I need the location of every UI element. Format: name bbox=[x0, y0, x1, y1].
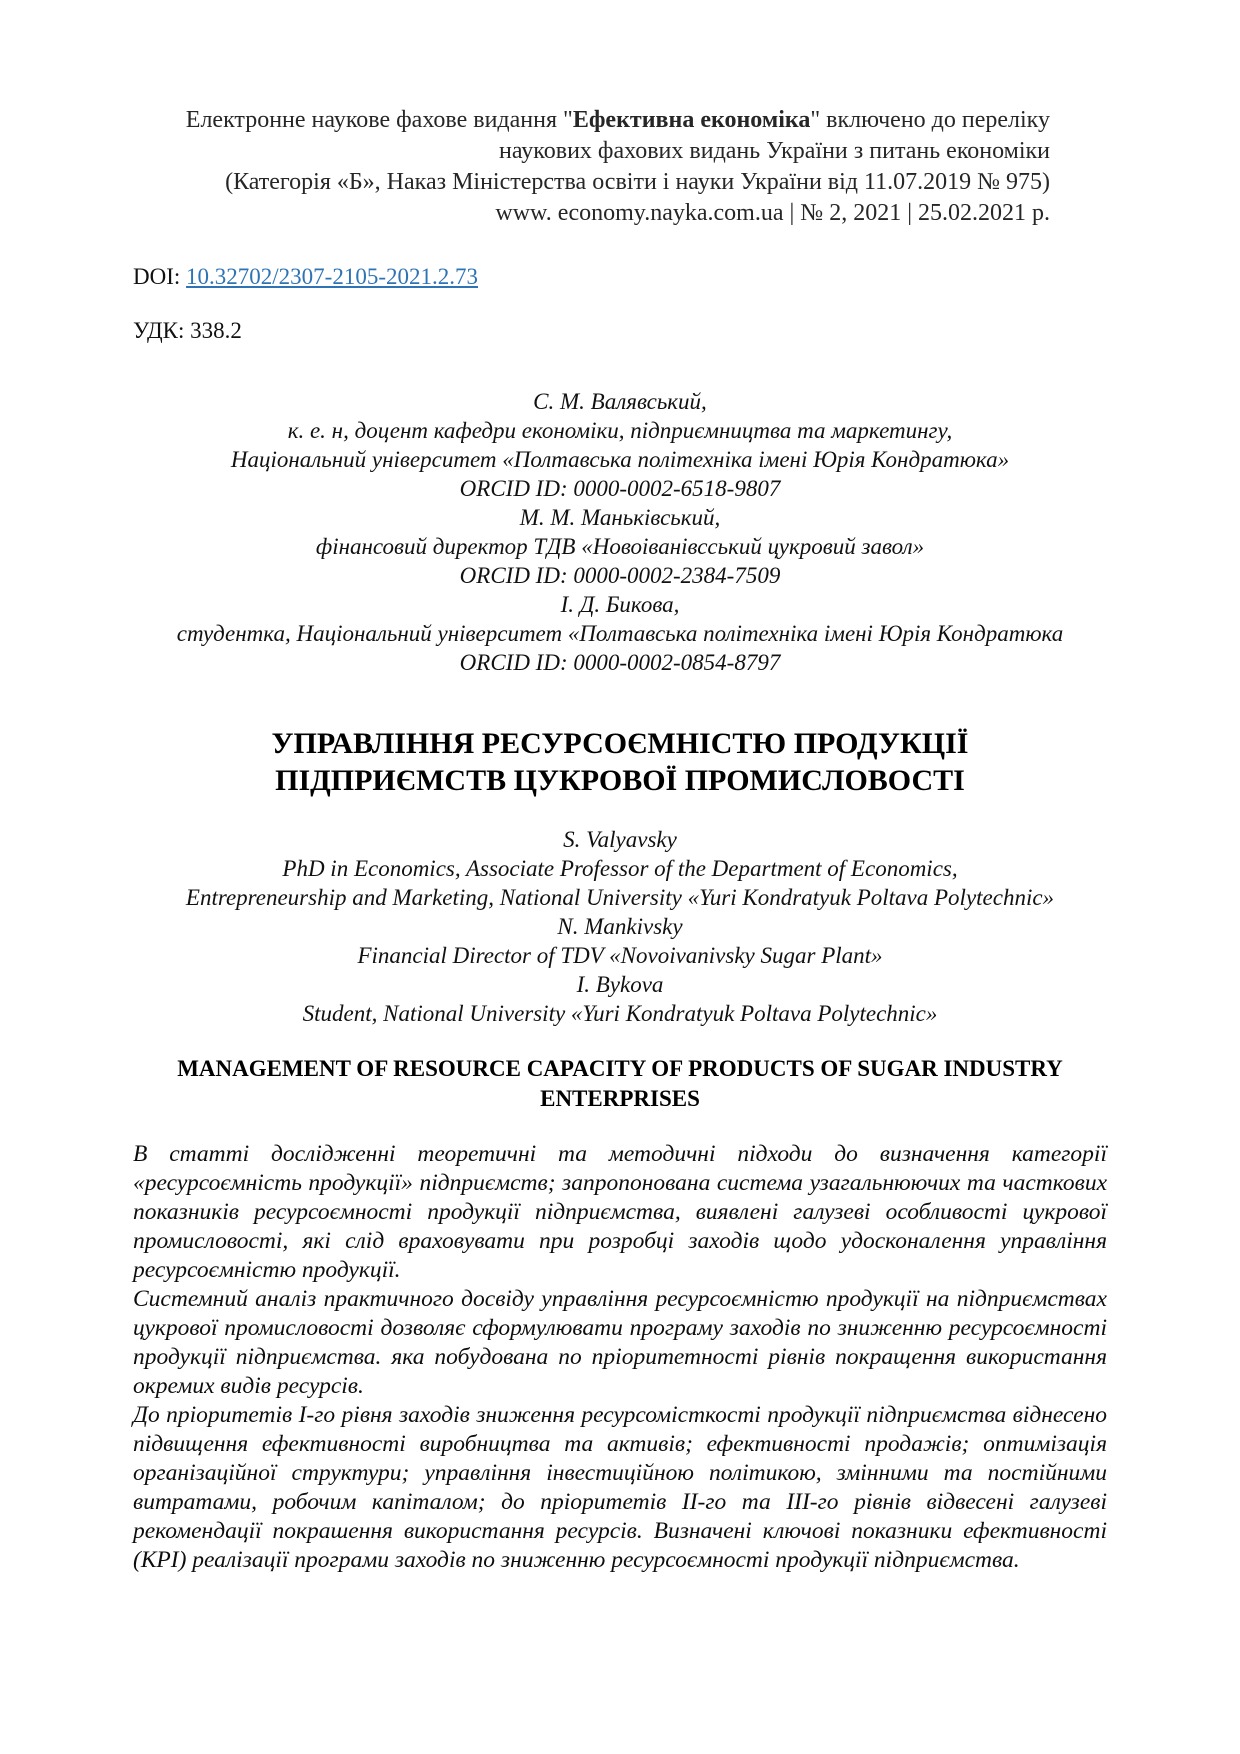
author-ua-name: М. М. Маньківський, bbox=[519, 505, 721, 530]
journal-masthead bbox=[140, 105, 1050, 229]
article-title-en-line1: MANAGEMENT OF RESOURCE CAPACITY OF PRODUCTS OF SUGAR INDUSTRY bbox=[177, 1056, 1063, 1081]
author-en-name: I. Bykova bbox=[576, 972, 664, 997]
author-en-name: N. Mankivsky bbox=[557, 914, 683, 939]
masthead-line-1 bbox=[140, 105, 1050, 136]
author-en-name: S. Valyavsky bbox=[563, 827, 677, 852]
authors-ua-block bbox=[120, 387, 1120, 677]
author-en-affiliation: PhD in Economics, Associate Professor of the Department of Economics, bbox=[282, 856, 958, 881]
doi-link[interactable]: 10.32702/2307-2105-2021.2.73 bbox=[186, 264, 478, 289]
article-title-ua-line2: ПІДПРИЄМСТВ ЦУКРОВОЇ ПРОМИСЛОВОСТІ bbox=[275, 764, 965, 797]
author-ua-affiliation: фінансовий директор ТДВ «Новоіванівсський цукровий завол» bbox=[315, 534, 925, 559]
author-ua-orcid: ORCID ID: 0000-0002-2384-7509 bbox=[459, 563, 781, 588]
abstract-ua bbox=[133, 1140, 1107, 1575]
author-ua-orcid: ORCID ID: 0000-0002-0854-8797 bbox=[459, 650, 781, 675]
author-ua-orcid: ORCID ID: 0000-0002-6518-9807 bbox=[459, 476, 781, 501]
abstract-paragraph: Системний аналіз практичного досвіду управління ресурсоємністю продукції на підприємствах цукрової промисловості дозволяє сформулювати програму заходів по зниженню ресурсоємності продукції підприємства. яка побудована по пріоритетності рівнів покращення використання окремих видів ресурсів. bbox=[133, 1286, 1107, 1399]
masthead-issue-line: www. economy.nayka.com.ua | № 2, 2021 | 25.02.2021 р. bbox=[495, 200, 1050, 226]
masthead-line1-prefix: Електронне наукове фахове видання " bbox=[185, 107, 573, 133]
author-en-affiliation: Student, National University «Yuri Kondratyuk Poltava Polytechnic» bbox=[302, 1001, 938, 1026]
author-ua-name: С. М. Валявський, bbox=[533, 389, 707, 414]
author-ua-affiliation: Національний університет «Полтавська політехніка імені Юрія Кондратюка» bbox=[230, 447, 1010, 472]
article-title-en bbox=[120, 1054, 1120, 1114]
doi-label: DOI: bbox=[133, 264, 187, 289]
author-en-affiliation: Financial Director of TDV «Novoivanivsky Sugar Plant» bbox=[357, 943, 883, 968]
masthead-line1-suffix: " включено до переліку bbox=[810, 107, 1050, 133]
masthead-line-3: (Категорія «Б», Наказ Міністерства освіти і науки України від 11.07.2019 № 975) bbox=[225, 169, 1050, 195]
doi-line bbox=[133, 263, 1107, 291]
abstract-paragraph: До пріоритетів І-го рівня заходів зниження ресурсомісткості продукції підприємства віднесено підвищення ефективності виробництва та активів; ефективності продажів; оптимізація організаційної структури; управління інвестиційною політикою, змінними та постійними витратами, робочим капіталом; до пріоритетів ІІ-го та ІІІ-го рівнів відвесені галузеві рекомендації покрашення використання ресурсів. Визначені ключові показники ефективності (КРІ) реалізації програми заходів по зниженню ресурсоємності продукції підприємства. bbox=[133, 1402, 1107, 1573]
udk-line: УДК: 338.2 bbox=[133, 318, 242, 343]
abstract-paragraph: В статті дослідженні теоретичні та методичні підходи до визначення категорії «ресурсоємність продукції» підприємств; запропонована система узагальнюючих та часткових показників ресурсоємності продукції підприємства, виявлені галузеві особливості цукрової промисловості, які слід враховувати при розробці заходів щодо удосконалення управління ресурсоємністю продукції. bbox=[133, 1141, 1107, 1283]
journal-name: Ефективна економіка bbox=[572, 107, 811, 133]
authors-en-block bbox=[110, 825, 1130, 1028]
article-title-ua bbox=[133, 725, 1107, 799]
article-title-en-line2: ENTERPRISES bbox=[540, 1086, 700, 1111]
author-ua-name: І. Д. Бикова, bbox=[560, 592, 680, 617]
author-ua-affiliation: студентка, Національний університет «Полтавська політехніка імені Юрія Кондратюка bbox=[176, 621, 1064, 646]
author-ua-affiliation: к. е. н, доцент кафедри економіки, підприємництва та маркетингу, bbox=[287, 418, 953, 443]
author-en-affiliation: Entrepreneurship and Marketing, National University «Yuri Kondratyuk Poltava Polytechnic» bbox=[185, 885, 1055, 910]
masthead-line-2: наукових фахових видань України з питань економіки bbox=[499, 138, 1050, 164]
article-title-ua-line1: УПРАВЛІННЯ РЕСУРСОЄМНІСТЮ ПРОДУКЦІЇ bbox=[271, 727, 969, 760]
